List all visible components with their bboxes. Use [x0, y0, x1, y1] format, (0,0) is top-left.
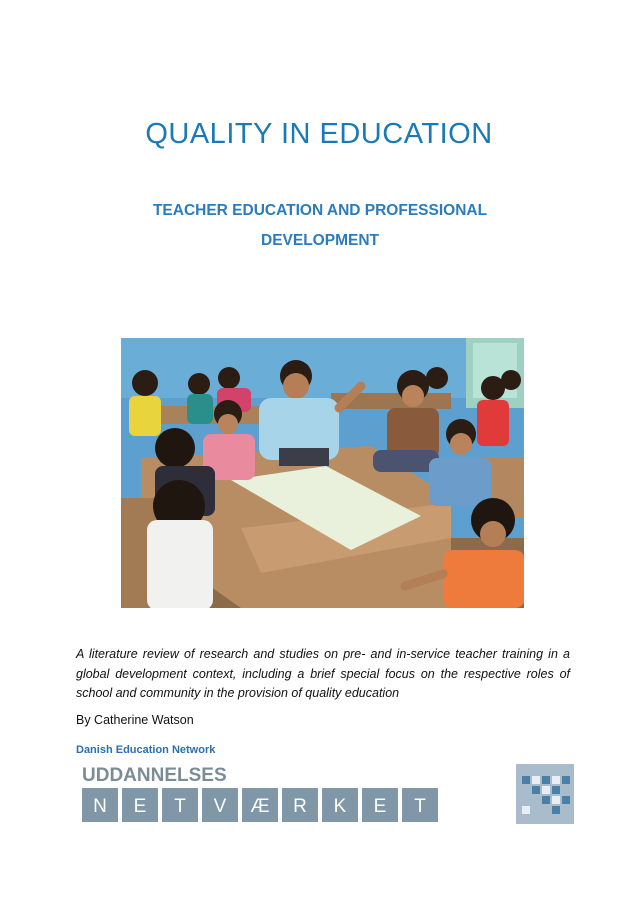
logo-letter: T [174, 796, 186, 817]
logo-letter: N [93, 796, 107, 817]
author-line: By Catherine Watson [76, 713, 194, 727]
document-subtitle: TEACHER EDUCATION AND PROFESSIONAL DEVELOPMENT [152, 202, 488, 249]
logo-letter: E [373, 796, 387, 817]
network-mark-icon [516, 764, 574, 824]
cover-photo [121, 338, 524, 608]
uddannelses-netvaerket-logo [76, 764, 576, 828]
logo-letter: V [213, 796, 227, 817]
logo-letter: E [133, 796, 147, 817]
logo-top-word: UDDANNELSES [82, 765, 227, 786]
organization-name: Danish Education Network [76, 744, 216, 756]
logo-letter: K [333, 796, 347, 817]
logo-letter: T [414, 796, 426, 817]
abstract-text: A literature review of research and studies on pre- and in-service teacher training in a global development context, including a brief special focus on the respective roles of school and community in the provision of quality education [76, 647, 570, 700]
logo-letter: Æ [250, 796, 270, 817]
logo-letter: R [293, 796, 307, 817]
document-title: QUALITY IN EDUCATION [145, 118, 493, 150]
